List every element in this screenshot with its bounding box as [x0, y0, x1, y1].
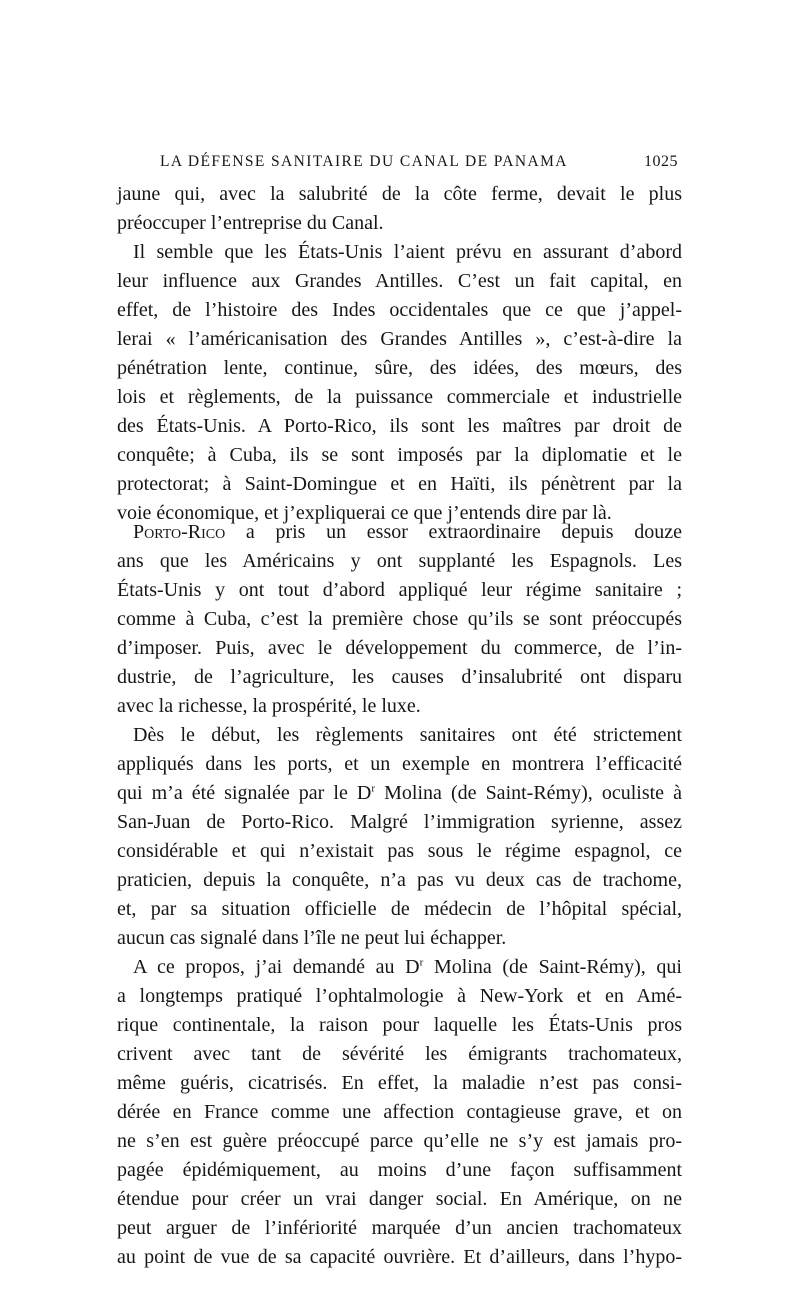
text-line: appliqués dans les ports, et un exemple en montrera l’efficacité	[117, 753, 682, 775]
text-line: a longtemps pratiqué l’ophtalmologie à New-York et en Amé-	[117, 985, 682, 1007]
text-line: jaune qui, avec la salubrité de la côte ferme, devait le plus	[117, 183, 682, 205]
text-line: lerai « l’américanisation des Grandes Antilles », c’est-à-dire la	[117, 328, 682, 350]
text-line: leur influence aux Grandes Antilles. C’est un fait capital, en	[117, 270, 682, 292]
text-line: A ce propos, j’ai demandé au $D^r$ Molina (de Saint-Rémy), qui	[133, 956, 682, 978]
text-line: préoccuper l’entreprise du Canal.	[117, 212, 384, 234]
text-line: pagée épidémiquement, au moins d’une façon suffisamment	[117, 1159, 682, 1181]
text-line: d’imposer. Puis, avec le développement du commerce, de l’in-	[117, 637, 682, 659]
text-line: et, par sa situation officielle de médecin de l’hôpital spécial,	[117, 898, 682, 920]
text-line: Porto-Rico a pris un essor extraordinaire depuis douze	[133, 521, 682, 543]
text-line: dérée en France comme une affection contagieuse grave, et on	[117, 1101, 682, 1123]
text-line: avec la richesse, la prospérité, le luxe.	[117, 695, 421, 717]
text-line: considérable et qui n’existait pas sous le régime espagnol, ce	[117, 840, 682, 862]
text-line: aucun cas signalé dans l’île ne peut lui échapper.	[117, 927, 507, 949]
text-line: San-Juan de Porto-Rico. Malgré l’immigration syrienne, assez	[117, 811, 682, 833]
page-number: 1025	[644, 153, 678, 170]
running-head	[160, 150, 678, 174]
text-line: qui m’a été signalée par le $D^r$ Molina (de Saint-Rémy), oculiste à	[117, 782, 683, 804]
section-lead: Porto-Rico	[133, 521, 226, 543]
text-line: même guéris, cicatrisés. En effet, la maladie n’est pas consi-	[117, 1072, 682, 1094]
text-line: conquête; à Cuba, ils se sont imposés par la diplomatie et le	[117, 444, 682, 466]
text-line: praticien, depuis la conquête, n’a pas vu deux cas de trachome,	[117, 869, 682, 891]
text-line: ans que les Américains y ont supplanté les Espagnols. Les	[117, 550, 682, 572]
running-head-title: LA DÉFENSE SANITAIRE DU CANAL DE PANAMA	[160, 153, 568, 170]
text-line: au point de vue de sa capacité ouvrière. Et d’ailleurs, dans l’hypo-	[117, 1246, 682, 1268]
text-line: ne s’en est guère préoccupé parce qu’elle ne s’y est jamais pro-	[117, 1130, 682, 1152]
text-line: des États-Unis. A Porto-Rico, ils sont les maîtres par droit de	[117, 415, 682, 437]
text-line: Il semble que les États-Unis l’aient prévu en assurant d’abord	[133, 241, 682, 263]
text-line: rique continentale, la raison pour laquelle les États-Unis pros	[117, 1014, 682, 1036]
text-line: voie économique, et j’expliquerai ce que j’entends dire par là.	[117, 502, 612, 524]
text-line: lois et règlements, de la puissance commerciale et industrielle	[117, 386, 682, 408]
text-line: dustrie, de l’agriculture, les causes d’insalubrité ont disparu	[117, 666, 682, 688]
text-line: étendue pour créer un vrai danger social. En Amérique, on ne	[117, 1188, 682, 1210]
text-line: effet, de l’histoire des Indes occidentales que ce que j’appel-	[117, 299, 682, 321]
text-line: crivent avec tant de sévérité les émigrants trachomateux,	[117, 1043, 682, 1065]
text-line: Dès le début, les règlements sanitaires ont été strictement	[133, 724, 682, 746]
text-line: comme à Cuba, c’est la première chose qu’ils se sont préoccupés	[117, 608, 682, 630]
text-line: protectorat; à Saint-Domingue et en Haïti, ils pénètrent par la	[117, 473, 682, 495]
text-line: pénétration lente, continue, sûre, des idées, des mœurs, des	[117, 357, 682, 379]
text-line: États-Unis y ont tout d’abord appliqué leur régime sanitaire ;	[117, 579, 682, 601]
text-line: peut arguer de l’infériorité marquée d’un ancien trachomateux	[117, 1217, 682, 1239]
